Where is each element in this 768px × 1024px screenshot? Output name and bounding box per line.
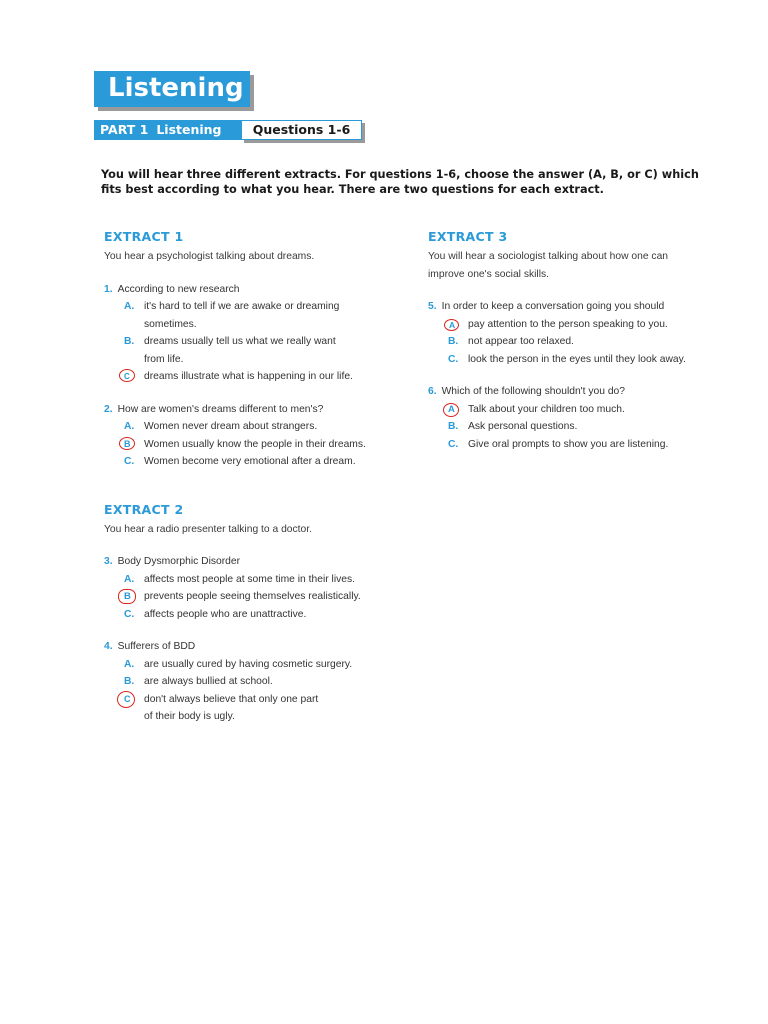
question-2: [104, 401, 404, 471]
extract-description: You will hear a sociologist talking about how one can improve one's social skills.: [428, 251, 669, 280]
option-c[interactable]: C. affects people who are unattractive.: [124, 608, 307, 620]
question-stem: 2. How are women's dreams different to men's?: [104, 403, 324, 415]
part-section: Listening: [156, 122, 222, 137]
option-b[interactable]: B prevents people seeing themselves realistically.: [124, 588, 404, 606]
option-a[interactable]: A Talk about your children too much.: [448, 401, 728, 419]
left-column: [104, 229, 404, 726]
right-column: [428, 229, 728, 453]
option-a[interactable]: A. are usually cured by having cosmetic surgery.: [124, 658, 353, 670]
question-6: [428, 383, 728, 453]
page-title: Listening: [108, 73, 244, 103]
extract-title: EXTRACT 3: [428, 229, 508, 244]
question-1: [104, 281, 404, 386]
option-c[interactable]: C. look the person in the eyes until they look away.: [448, 353, 686, 365]
title-banner: [94, 71, 250, 107]
option-c[interactable]: C. Give oral prompts to show you are listening.: [448, 438, 669, 450]
option-a[interactable]: A. affects most people at some time in their lives.: [124, 573, 355, 585]
option-a[interactable]: A. it's hard to tell if we are awake or dreaming sometimes.: [124, 301, 340, 330]
extract-title: EXTRACT 2: [104, 501, 184, 517]
instructions: You will hear three different extracts. For questions 1-6, choose the answer (A, B, or C) which fits best according to what you hear. There are two questions for each extract.: [101, 168, 699, 196]
option-b[interactable]: B. Ask personal questions.: [448, 421, 578, 432]
extract-title: EXTRACT 1: [104, 229, 184, 244]
question-4: [104, 638, 404, 726]
option-b[interactable]: B. dreams usually tell us what we really want from life.: [124, 336, 336, 365]
option-b[interactable]: B. are always bullied at school.: [124, 676, 273, 687]
extract-description: You hear a psychologist talking about dreams.: [104, 251, 315, 262]
extract-description: You hear a radio presenter talking to a doctor.: [104, 523, 312, 535]
extract-3: [428, 229, 728, 453]
question-stem: 5. In order to keep a conversation going you should: [428, 301, 665, 312]
part-label: [94, 120, 241, 140]
part-number: PART 1: [100, 122, 149, 137]
question-5: [428, 298, 728, 368]
question-stem: 1. According to new research: [104, 283, 240, 295]
option-b[interactable]: B. not appear too relaxed.: [448, 336, 574, 347]
option-c[interactable]: C. Women become very emotional after a dream.: [124, 456, 356, 467]
questions-range: Questions 1-6: [241, 120, 362, 140]
option-a[interactable]: A pay attention to the person speaking to you.: [448, 316, 728, 334]
extract-1: [104, 229, 404, 471]
question-stem: 4. Sufferers of BDD: [104, 641, 196, 652]
part-bar: [94, 120, 362, 140]
question-stem: 6. Which of the following shouldn't you do?: [428, 386, 626, 397]
extract-2: [104, 502, 404, 726]
question-stem: 3. Body Dysmorphic Disorder: [104, 556, 241, 567]
option-c[interactable]: C dreams illustrate what is happening in our life.: [124, 368, 404, 386]
option-b[interactable]: B Women usually know the people in their dreams.: [124, 436, 404, 454]
option-c[interactable]: C don't always believe that only one part of their body is ugly.: [124, 691, 404, 726]
question-3: [104, 553, 404, 623]
option-a[interactable]: A. Women never dream about strangers.: [124, 421, 318, 432]
